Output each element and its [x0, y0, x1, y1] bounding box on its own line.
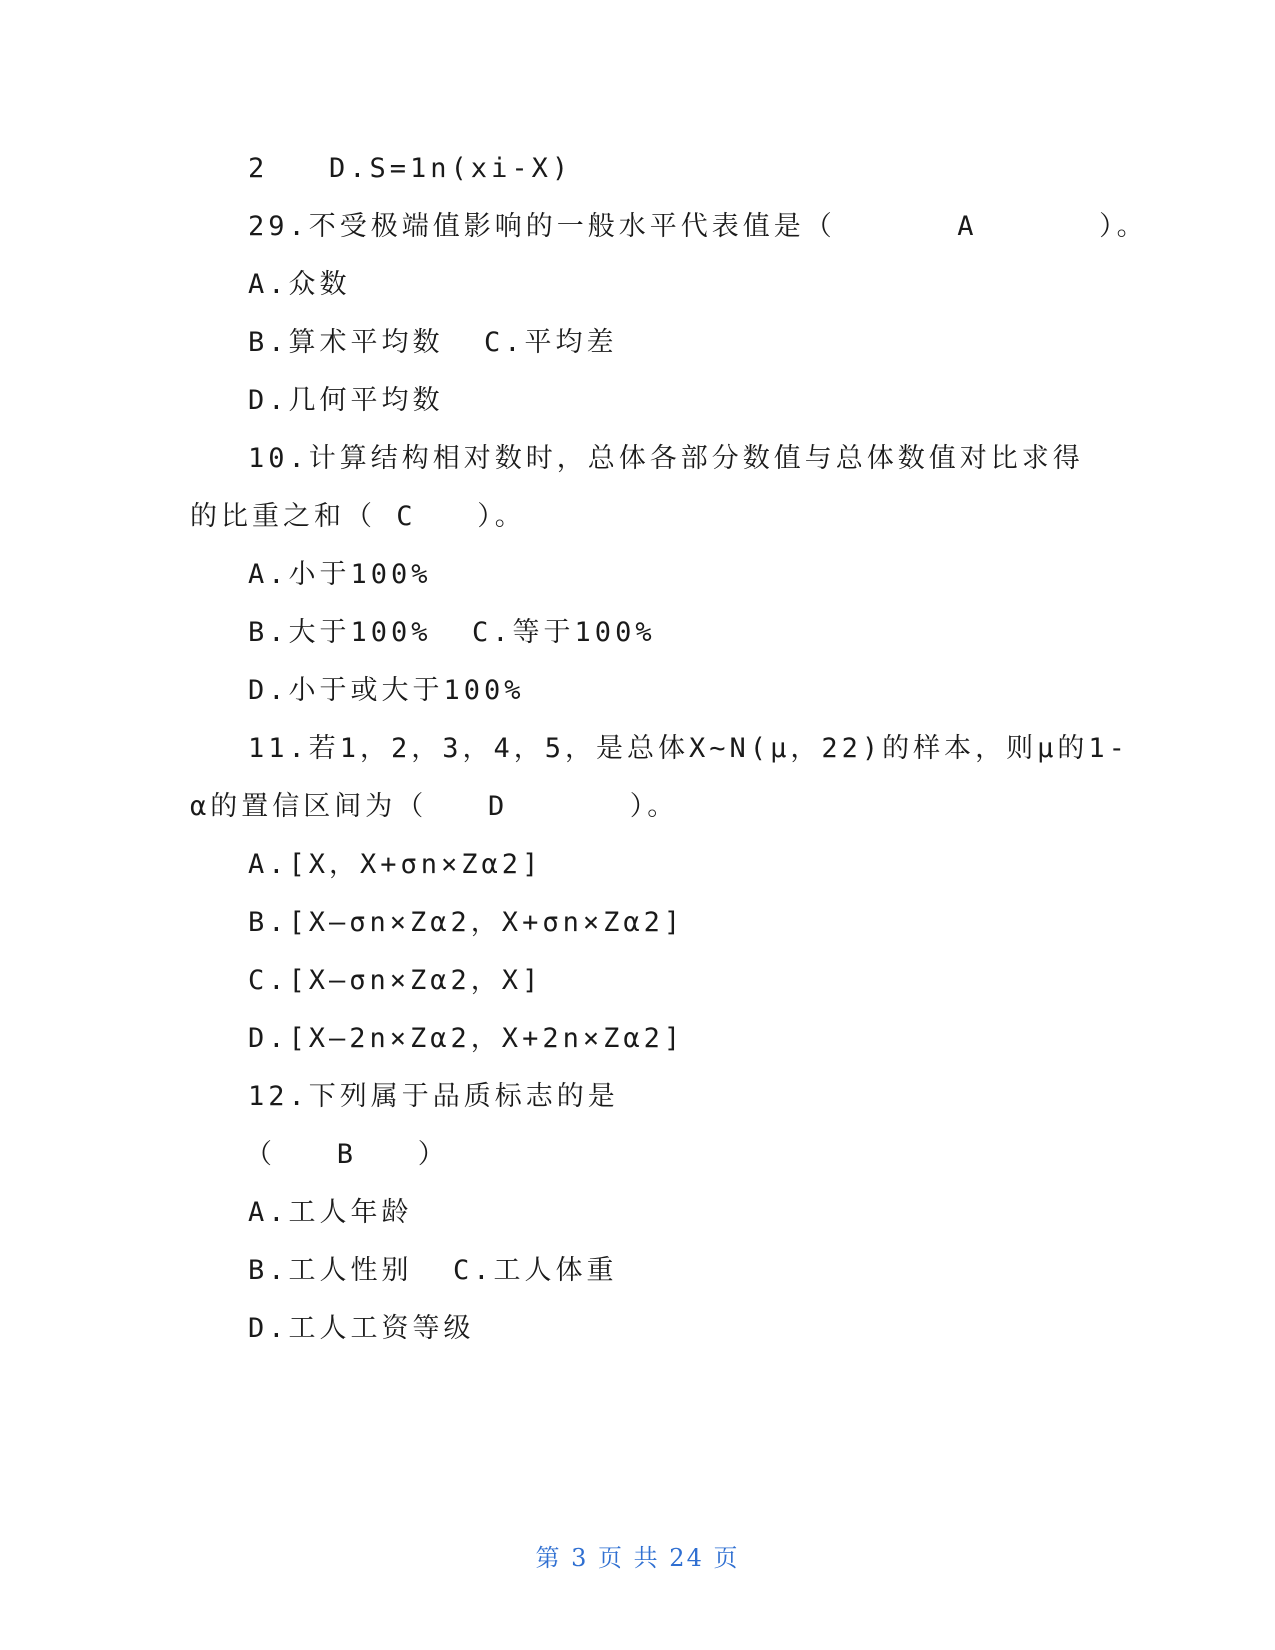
question-10-options-b-c: B.大于100% C.等于100%	[248, 617, 656, 648]
question-11-stem-line-2: α的置信区间为（ D ）。	[190, 791, 679, 822]
question-10-option-d: D.小于或大于100%	[248, 675, 525, 706]
question-12-options-b-c: B.工人性别 C.工人体重	[248, 1255, 618, 1286]
question-10-stem-line-2: 的比重之和（ C ）。	[190, 501, 526, 532]
question-11-option-a: A.[X，X+σn×Zα2]	[248, 849, 543, 880]
question-11-option-c: C.[X—σn×Zα2，X]	[248, 965, 543, 996]
question-29-stem: 29.不受极端值影响的一般水平代表值是（ A ）。	[248, 211, 1148, 242]
question-11-stem-line-1: 11.若1，2，3，4，5，是总体X~N(μ，22)的样本，则μ的1-	[248, 733, 1129, 764]
question-12-option-d: D.工人工资等级	[248, 1313, 475, 1344]
question-12-stem: 12.下列属于品质标志的是	[248, 1081, 619, 1112]
question-12-answer: （ B ）	[245, 1139, 449, 1170]
question-10-stem-line-1: 10.计算结构相对数时，总体各部分数值与总体数值对比求得	[248, 443, 1084, 474]
question-29-option-a: A.众数	[248, 269, 351, 300]
formula-option-d-line: 2 D.S=1n(xi-X)	[248, 153, 573, 184]
page-number-footer: 第 3 页 共 24 页	[535, 1544, 740, 1572]
question-12-option-a: A.工人年龄	[248, 1197, 413, 1228]
question-11-option-d: D.[X—2n×Zα2，X+2n×Zα2]	[248, 1023, 685, 1054]
question-29-option-d: D.几何平均数	[248, 385, 444, 416]
question-11-option-b: B.[X—σn×Zα2，X+σn×Zα2]	[248, 907, 685, 938]
question-29-options-b-c: B.算术平均数 C.平均差	[248, 327, 618, 358]
question-10-option-a: A.小于100%	[248, 559, 432, 590]
